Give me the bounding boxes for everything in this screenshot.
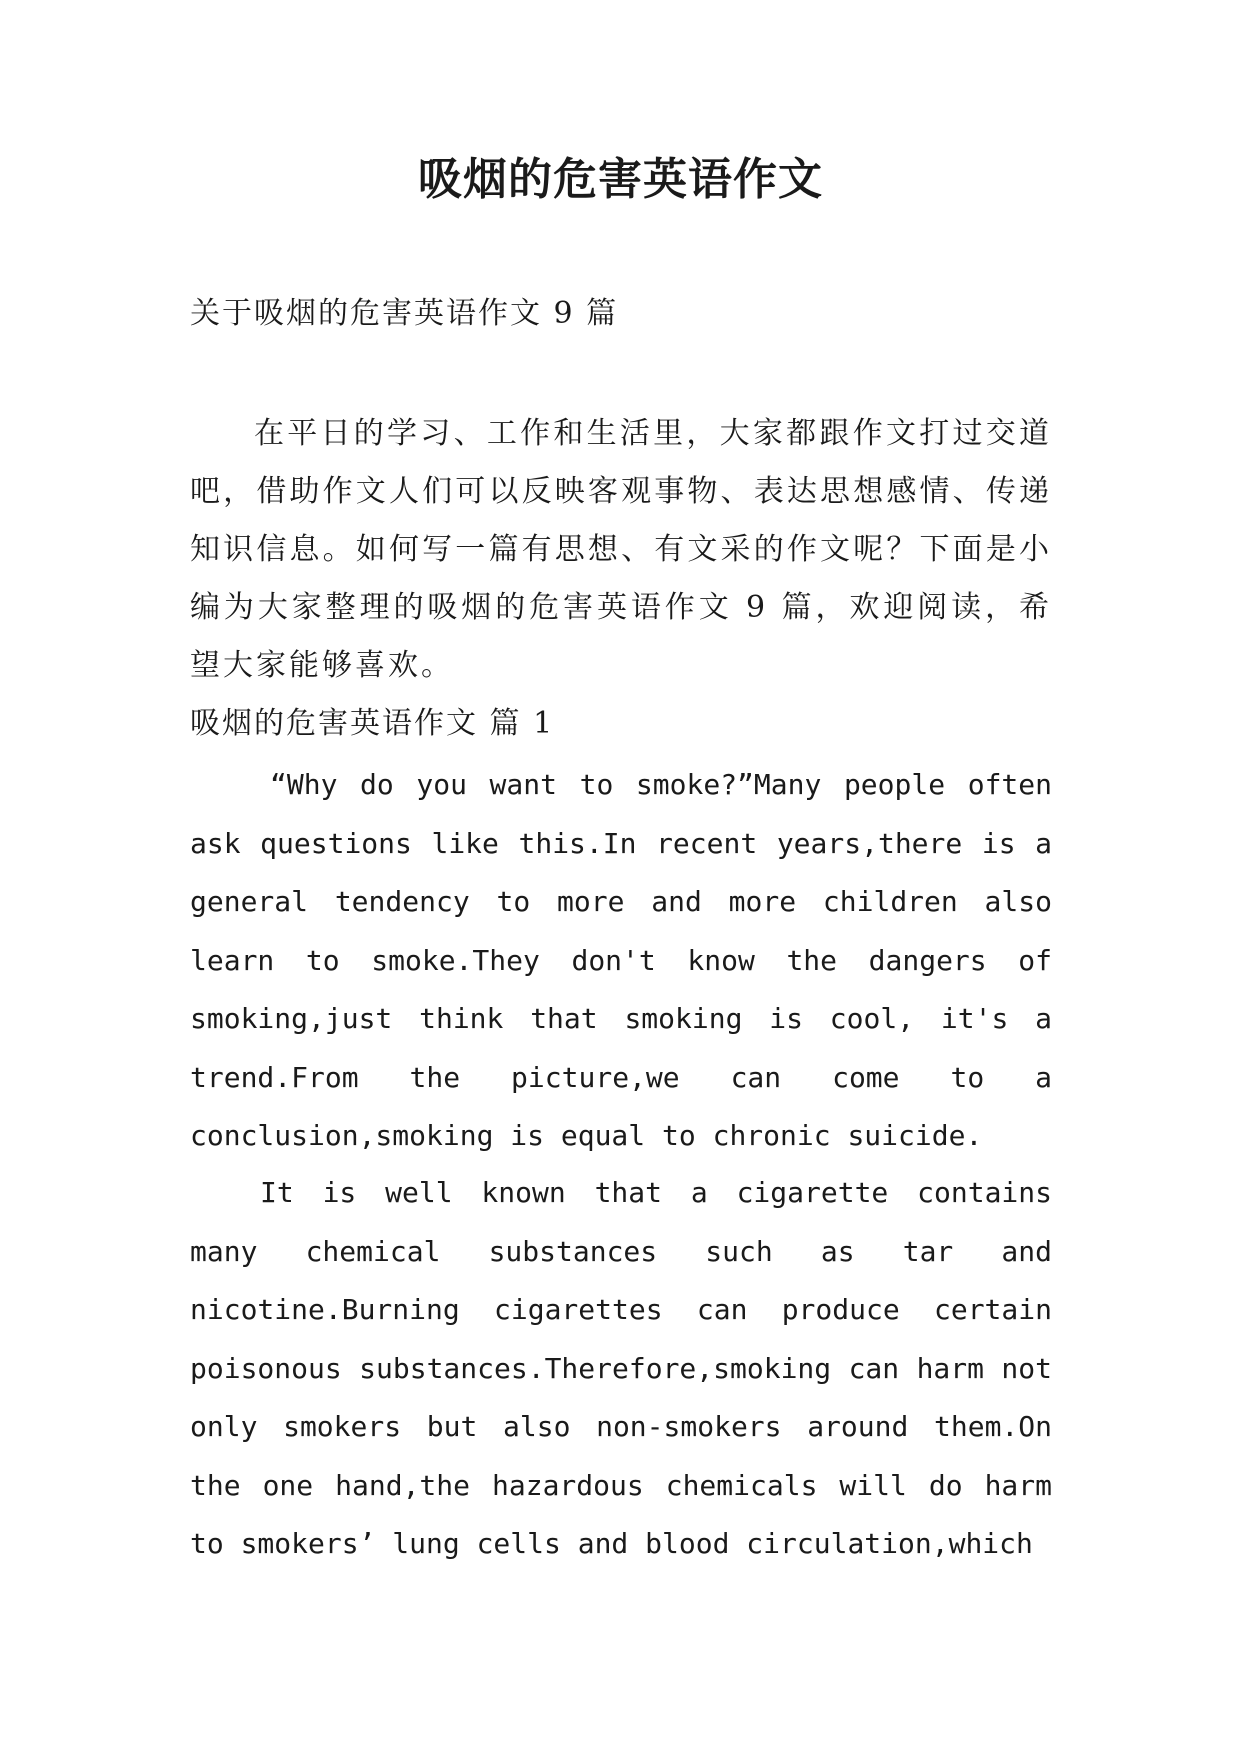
- intro-paragraph: 在平日的学习、工作和生活里，大家都跟作文打过交道吧，借助作文人们可以反映客观事物、表达思想感情、传递知识信息。如何写一篇有思想、有文采的作文呢？下面是小编为大家整理的吸烟的危害英语作文 9 篇，欢迎阅读，希望大家能够喜欢。: [190, 416, 1052, 683]
- document-subtitle: 关于吸烟的危害英语作文 9 篇: [190, 296, 619, 331]
- section-heading: 吸烟的危害英语作文 篇 1: [190, 706, 555, 741]
- essay-paragraph: “Why do you want to smoke?”Many people often ask questions like this.In recent years,there is a general tendency to more and more children also learn to smoke.They don't know the dangers of smoking,just think that smoking is cool, it's a trend.From the picture,we can come to a conclusion,smoking is equal to chronic suicide.: [190, 768, 1052, 1152]
- page-title: 吸烟的危害英语作文: [418, 154, 823, 205]
- essay-paragraph: It is well known that a cigarette contains many chemical substances such as tar and nicotine.Burning cigarettes can produce certain poisonous substances.Therefore,smoking can harm not only smokers but also non-smokers around them.On the one hand,the hazardous chemicals will do harm to smokers’ lung cells and blood circulation,which: [190, 1176, 1052, 1560]
